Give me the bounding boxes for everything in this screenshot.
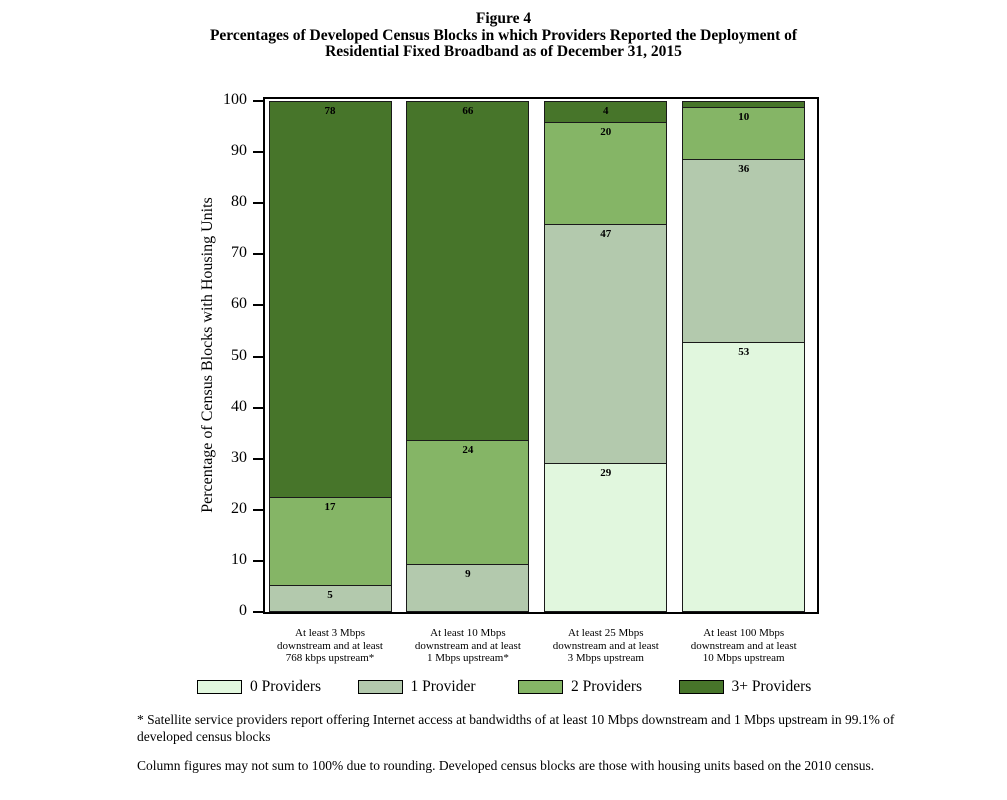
x-category-label-line: At least 10 Mbps — [430, 627, 506, 639]
legend-label: 1 Provider — [410, 678, 476, 695]
y-tick — [253, 560, 263, 562]
x-category-label-line: At least 25 Mbps — [568, 627, 644, 639]
bar-segment — [407, 440, 528, 564]
x-category-label-line: downstream and at least — [552, 639, 659, 652]
plot-area — [199, 91, 819, 620]
segment-value-label: 20 — [600, 126, 612, 139]
segment-value-label: 36 — [738, 162, 750, 175]
footnote-rounding: Column figures may not sum to 100% due to rounding. Developed census blocks are those with housing units based on the 2010 census. — [137, 758, 875, 773]
y-tick — [253, 509, 263, 511]
y-tick — [253, 458, 263, 460]
bar-segment — [683, 107, 804, 159]
legend-swatch — [679, 680, 724, 694]
legend-item — [679, 678, 812, 696]
bar-segment — [683, 342, 804, 611]
stacked-bar — [682, 101, 805, 612]
legend-swatch — [518, 680, 563, 694]
segment-value-label: 4 — [603, 105, 609, 117]
segment-value-label: 5 — [327, 588, 333, 601]
x-category-label-line: 3 Mbps upstream — [567, 652, 644, 664]
segment-value-label: 53 — [738, 345, 750, 358]
y-tick — [253, 611, 263, 613]
y-tick — [253, 151, 263, 153]
x-category-label-line: 10 Mbps upstream — [702, 652, 785, 664]
segment-value-label: 10 — [738, 111, 750, 124]
y-tick-label: 10 — [231, 550, 247, 568]
legend-item — [197, 678, 358, 696]
y-tick — [253, 100, 263, 102]
footnote-satellite: * Satellite service providers report offering Internet access at bandwidths of at least 10 Mbps downstream and 1 Mbps upstream in 99.1% of developed census blocks — [137, 712, 895, 744]
y-tick-label: 20 — [231, 499, 247, 517]
y-tick-label: 40 — [231, 397, 247, 415]
x-category-label — [649, 627, 839, 665]
x-category-label-line: downstream and at least — [277, 639, 383, 652]
stacked-bar — [406, 101, 529, 612]
bar-segment — [270, 585, 391, 611]
y-tick — [253, 304, 263, 306]
segment-value-label: 9 — [465, 567, 471, 580]
bar-segment — [545, 122, 666, 224]
bar-segment — [545, 102, 666, 122]
legend-swatch — [358, 680, 403, 694]
x-category-label-line: 1 Mbps upstream* — [426, 652, 509, 664]
segment-value-label: 24 — [462, 444, 474, 456]
legend-label: 2 Providers — [571, 678, 643, 695]
y-tick-label: 90 — [231, 142, 247, 160]
y-axis-title: Percentage of Census Blocks with Housing Units — [199, 197, 216, 513]
segment-value-label: 47 — [600, 228, 612, 241]
segment-value-label: 17 — [324, 501, 336, 514]
legend-label: 0 Providers — [250, 678, 322, 695]
y-tick-label: 30 — [231, 448, 247, 466]
bar-segment — [545, 463, 666, 611]
chart-title-line2: Residential Fixed Broadband as of December 31, 2015 — [325, 43, 682, 60]
legend-swatch — [197, 680, 242, 694]
figure-number: Figure 4 — [475, 10, 532, 27]
legend-item — [518, 678, 679, 696]
bar-segment — [270, 102, 391, 497]
y-tick — [253, 407, 263, 409]
y-tick-label: 100 — [223, 91, 247, 109]
segment-value-label: 78 — [324, 105, 336, 117]
stacked-bar — [544, 101, 667, 612]
x-category-label-line: At least 3 Mbps — [295, 627, 365, 639]
y-tick-label: 70 — [231, 244, 247, 262]
segment-value-label: 29 — [600, 467, 612, 480]
chart-title-line1: Percentages of Developed Census Blocks in which Providers Reported the Deployment of — [209, 26, 798, 44]
x-category-label-line: downstream and at least — [690, 639, 797, 652]
y-tick — [253, 253, 263, 255]
y-tick-label: 50 — [231, 346, 247, 364]
y-tick-label: 0 — [239, 602, 247, 620]
legend-item — [358, 678, 519, 696]
stacked-bar — [269, 101, 392, 612]
chart-title — [0, 11, 1007, 61]
bar-segment — [545, 224, 666, 463]
legend-label: 3+ Providers — [731, 678, 812, 695]
bar-segment — [407, 564, 528, 611]
y-tick — [253, 202, 263, 204]
segment-value-label: 66 — [462, 105, 474, 117]
bar-segment — [270, 497, 391, 584]
y-tick-label: 60 — [231, 295, 247, 313]
x-category-label-line: downstream and at least — [414, 639, 521, 652]
bar-segment — [683, 159, 804, 342]
legend — [197, 678, 811, 696]
y-tick — [253, 356, 263, 358]
x-category-label-line: 768 kbps upstream* — [285, 652, 375, 664]
x-category-label-line: At least 100 Mbps — [703, 627, 785, 639]
bar-segment — [407, 102, 528, 440]
y-tick-label: 80 — [231, 193, 247, 211]
